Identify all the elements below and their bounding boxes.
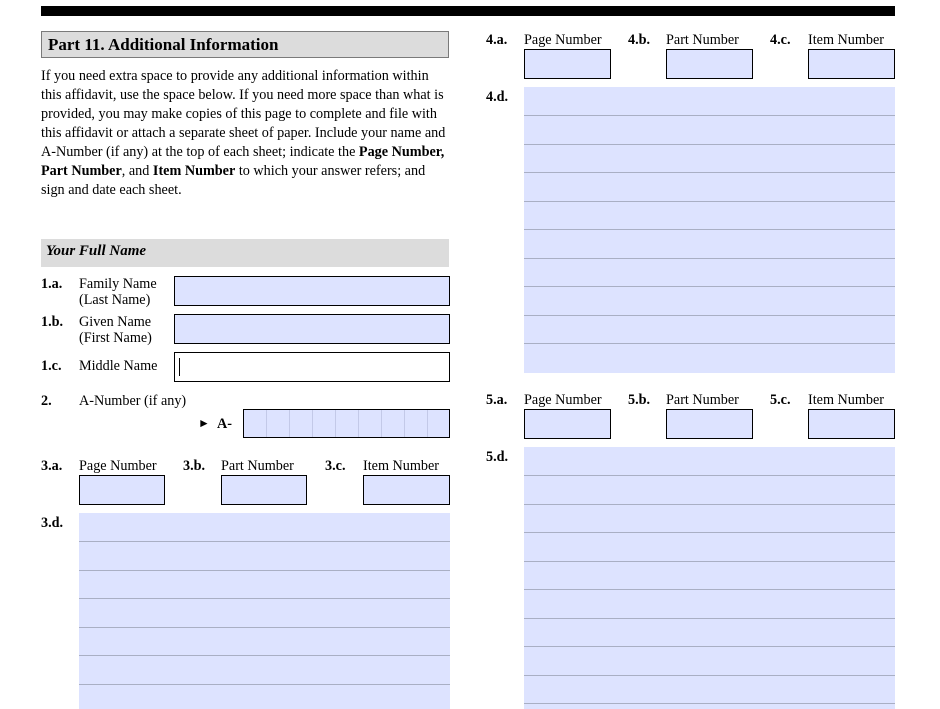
ruled-line: [524, 315, 895, 316]
instructions-text: If you need extra space to provide any additional information within this affidavit, use the space below. If you need more space than what is provided, you may make copies of this page to complete and file with this affidavit or attach a separate sheet of paper. Include your name and A-Number (if any) at the top of each sheet; indicate the Page Number, Part Number, and Item Number to which your answer refers; and sign and date each sheet.: [41, 68, 446, 198]
family-name-label: Family Name: [79, 276, 157, 292]
item-number-label: Item Number: [363, 458, 440, 474]
digit-divider: [358, 410, 359, 437]
ruled-line: [524, 229, 895, 230]
ruled-line: [524, 172, 895, 173]
item-number-4d: 4.d.: [486, 89, 509, 105]
item-number-3d: 3.d.: [41, 515, 64, 531]
digit-divider: [289, 410, 290, 437]
part-number-label: Part Number: [666, 392, 739, 408]
arrow-icon: ►: [198, 416, 210, 430]
ruled-line: [79, 570, 450, 571]
part-number-label: Part Number: [221, 458, 294, 474]
a-number-label: A-Number (if any): [79, 393, 187, 409]
digit-divider: [312, 410, 313, 437]
part-title: Part 11. Additional Information: [48, 35, 279, 54]
ruled-line: [524, 646, 895, 647]
digit-divider: [381, 410, 382, 437]
page-number-field-4a[interactable]: [524, 49, 611, 79]
additional-info-textarea-3d[interactable]: [79, 513, 450, 709]
item-number-field-3c[interactable]: [363, 475, 450, 505]
additional-info-textarea-5d[interactable]: [524, 447, 895, 709]
ruled-line: [524, 589, 895, 590]
ruled-line: [524, 343, 895, 344]
a-number-prefix: A-: [217, 416, 232, 432]
item-number-field-4c[interactable]: [808, 49, 895, 79]
item-number-5b: 5.b.: [628, 392, 651, 408]
part-header: [41, 31, 449, 58]
item-number-1c: 1.c.: [41, 358, 62, 374]
given-name-sublabel: (First Name): [79, 330, 152, 346]
ruled-line: [524, 201, 895, 202]
part-number-field-5b[interactable]: [666, 409, 753, 439]
digit-divider: [427, 410, 428, 437]
ruled-line: [524, 504, 895, 505]
given-name-label: Given Name: [79, 314, 152, 330]
middle-name-field[interactable]: [174, 352, 450, 382]
digit-divider: [266, 410, 267, 437]
item-number-5d: 5.d.: [486, 449, 509, 465]
item-number-1b: 1.b.: [41, 314, 64, 330]
section-header-full-name: [41, 239, 449, 267]
page-number-field-5a[interactable]: [524, 409, 611, 439]
item-number-3c: 3.c.: [325, 458, 346, 474]
item-number-3a: 3.a.: [41, 458, 63, 474]
part-number-label: Part Number: [666, 32, 739, 48]
section-title: Your Full Name: [46, 243, 147, 259]
ruled-line: [524, 286, 895, 287]
part-number-field-4b[interactable]: [666, 49, 753, 79]
ruled-line: [79, 541, 450, 542]
given-name-field[interactable]: [174, 314, 450, 344]
ruled-line: [524, 258, 895, 259]
page-number-label: Page Number: [79, 458, 157, 474]
item-number-4a: 4.a.: [486, 32, 508, 48]
top-rule: [41, 6, 895, 16]
ruled-line: [524, 115, 895, 116]
page-number-field-3a[interactable]: [79, 475, 165, 505]
a-number-field[interactable]: [243, 409, 450, 438]
item-number-3b: 3.b.: [183, 458, 206, 474]
ruled-line: [524, 618, 895, 619]
ruled-line: [79, 598, 450, 599]
item-number-1a: 1.a.: [41, 276, 63, 292]
ruled-line: [524, 675, 895, 676]
item-number-field-5c[interactable]: [808, 409, 895, 439]
item-number-label: Item Number: [808, 392, 885, 408]
ruled-line: [524, 532, 895, 533]
additional-info-textarea-4d[interactable]: [524, 87, 895, 373]
item-number-label: Item Number: [808, 32, 885, 48]
digit-divider: [335, 410, 336, 437]
ruled-line: [79, 655, 450, 656]
part-number-field-3b[interactable]: [221, 475, 307, 505]
item-number-2: 2.: [41, 393, 52, 409]
ruled-line: [79, 627, 450, 628]
ruled-line: [524, 703, 895, 704]
ruled-line: [524, 561, 895, 562]
ruled-line: [524, 475, 895, 476]
item-number-4b: 4.b.: [628, 32, 651, 48]
item-number-5a: 5.a.: [486, 392, 508, 408]
item-number-5c: 5.c.: [770, 392, 791, 408]
page-number-label: Page Number: [524, 32, 602, 48]
middle-name-label: Middle Name: [79, 358, 158, 374]
family-name-sublabel: (Last Name): [79, 292, 151, 308]
ruled-line: [79, 684, 450, 685]
family-name-field[interactable]: [174, 276, 450, 306]
page-number-label: Page Number: [524, 392, 602, 408]
item-number-4c: 4.c.: [770, 32, 791, 48]
text-cursor: [179, 358, 180, 376]
digit-divider: [404, 410, 405, 437]
ruled-line: [524, 144, 895, 145]
